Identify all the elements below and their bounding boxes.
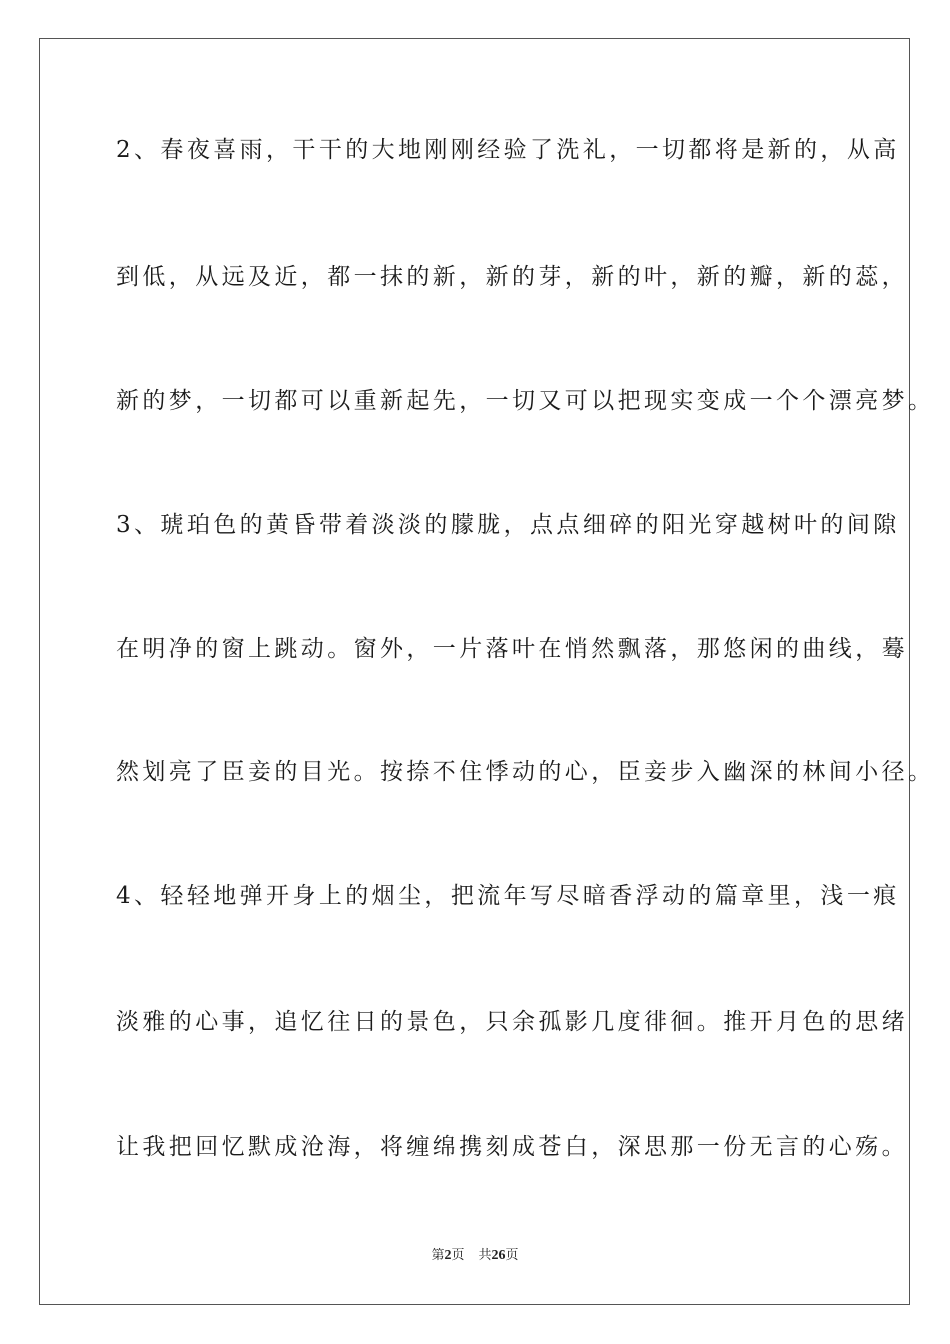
page-suffix: 页 (451, 1248, 465, 1263)
page-border (39, 38, 935, 1305)
paragraph-line: 4、轻轻地弹开身上的烟尘，把流年写尽暗香浮动的篇章里，浅一痕 (116, 883, 900, 909)
paragraph-line: 然划亮了臣妾的目光。按捺不住悸动的心，臣妾步入幽深的林间小径。 (116, 759, 935, 785)
paragraph-line: 3、琥珀色的黄昏带着淡淡的朦胧，点点细碎的阳光穿越树叶的间隙 (116, 512, 900, 538)
paragraph-line: 让我把回忆默成沧海，将缠绵携刻成苍白，深思那一份无言的心殇。 (116, 1134, 908, 1160)
paragraph-line: 到低，从远及近，都一抹的新，新的芽，新的叶，新的瓣，新的蕊， (116, 264, 908, 290)
total-prefix: 共 (478, 1248, 492, 1263)
total-suffix: 页 (505, 1248, 519, 1263)
paragraph-line: 淡雅的心事，追忆往日的景色，只余孤影几度徘徊。推开月色的思绪 (116, 1009, 908, 1035)
page-prefix: 第 (431, 1248, 445, 1263)
paragraph-line: 2、春夜喜雨，干干的大地刚刚经验了洗礼，一切都将是新的，从高 (116, 137, 900, 163)
paragraph-line: 在明净的窗上跳动。窗外，一片落叶在悄然飘落，那悠闲的曲线，蓦 (116, 636, 908, 662)
current-page-number: 2 (444, 1248, 452, 1263)
paragraph-line: 新的梦，一切都可以重新起先，一切又可以把现实变成一个个漂亮梦。 (116, 388, 935, 414)
page-footer (0, 1247, 950, 1265)
total-pages-number: 26 (491, 1248, 506, 1263)
